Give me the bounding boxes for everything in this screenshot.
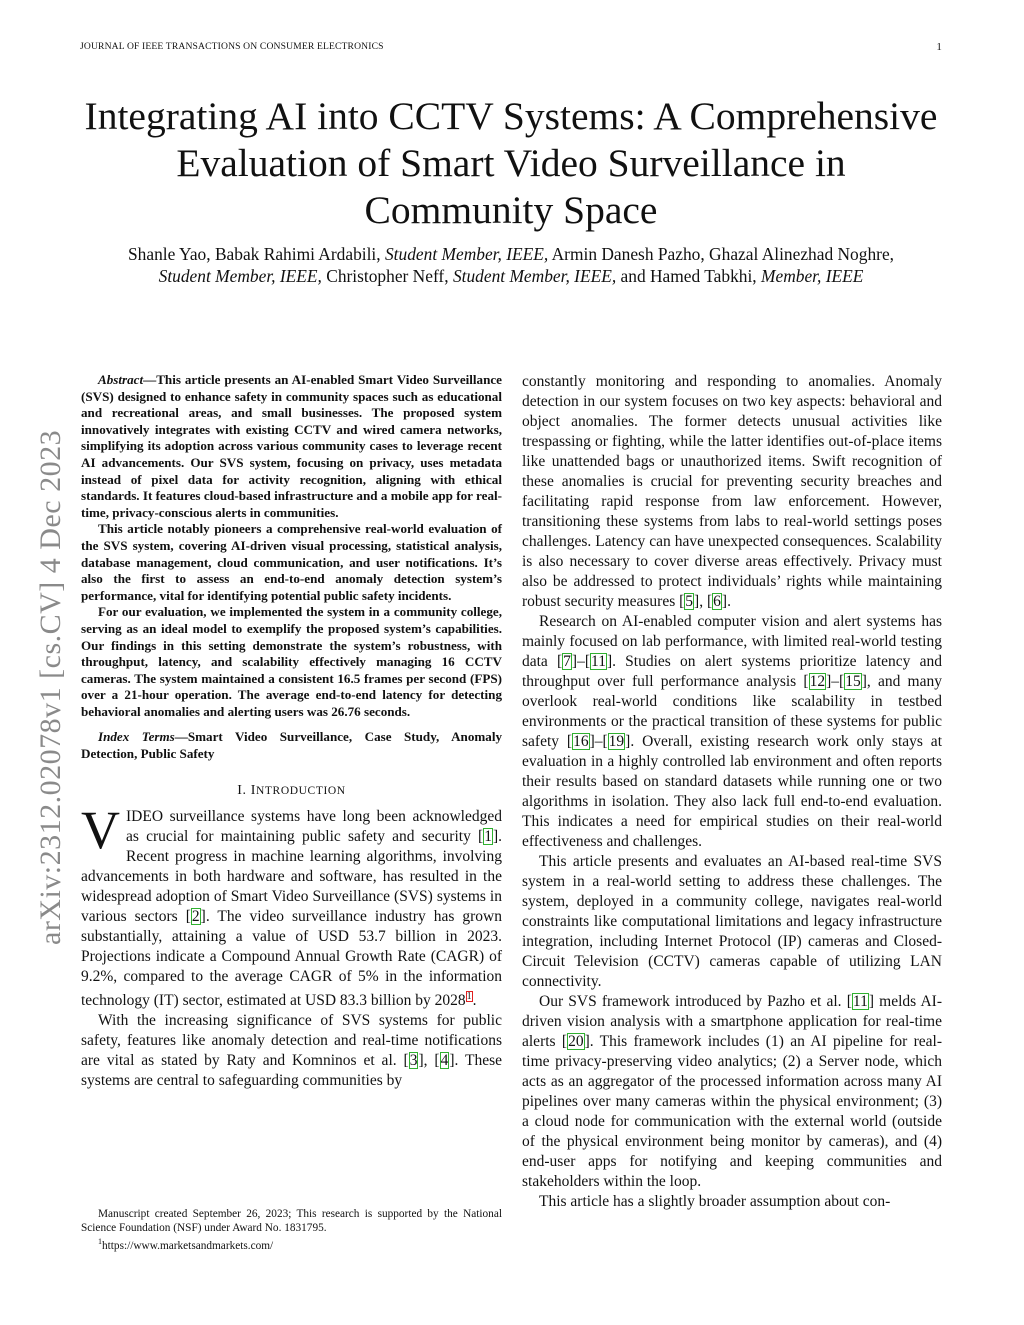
section-heading: I. INTRODUCTION xyxy=(237,782,346,798)
body-paragraph: VIDEO surveillance systems have long been acknowledged as crucial for maintaining public safety and security [1]. Recent progress in machine learning algorithms, involving advancements in both hardware and software, has resulted in the widespread adoption of Smart Video Surveillance (SVS) systems in various sectors [2]. The video surveillance industry has grown substantially, attaining a value of USD 53.7 billion in 2023. Projections indicate a Compound Annual Growth Rate (CAGR) of 9.2%, compared to the average CAGR of 5% in the information technology (IT) sector, estimated at USD 83.3 billion by 2028$^1$. xyxy=(81,799,503,1009)
author-names: and Hamed Tabkhi, xyxy=(620,266,757,286)
citation-link[interactable]: 1 xyxy=(484,827,492,845)
citation-link[interactable]: 12 xyxy=(809,673,826,690)
abstract-paragraph: This article notably pioneers a comprehensive real-world evaluation of the SVS system, covering AI-driven visual processing, statistical analysis, database management, cloud communication, and user notifications. It’s also the first to assess an end-to-end anomaly detection system’s performance, vital for identifying potential public safety incidents. xyxy=(81,521,502,603)
footnote-link[interactable]: 1 xyxy=(466,990,472,1002)
citation-link[interactable]: 3 xyxy=(409,1051,418,1069)
index-terms-text: —Smart Video Surveillance, Case Study, Anomaly Detection, Public Safety xyxy=(81,729,503,762)
citation-link[interactable]: 11 xyxy=(852,993,868,1010)
citation-link[interactable]: 19 xyxy=(608,733,625,750)
intro-text-right xyxy=(522,372,942,1212)
continued-text: constantly monitoring and responding to anomalies. Anomaly detection in our system focuses on two key aspects: behavioral and object anomalies. The former detects unusual activities like trespassing or fighting, while the latter identifies out-of-place items like unattended bags or unauthorized items. Swift recognition of these anomalies is crucial for preventing security breaches and facilitating rapid response from law enforcement. However, transitioning these systems from labs to real-world settings poses challenges. Latency can have unexpected consequences. Scalability is also necessary to cover diverse areas effectively. Privacy must also be addressed to protect individuals’ rights while maintaining robust security measures xyxy=(522,373,942,610)
citation-link[interactable]: 20 xyxy=(568,1033,584,1050)
body-paragraph: With the increasing significance of SVS systems for public safety, features like anomaly detection and real-time notifications are vital as stated by Raty and Komninos et al. [3], [4]. These systems are central to safeguarding communities by xyxy=(81,1011,503,1089)
manuscript-note: Manuscript created September 26, 2023; This research is supported by the National Science Foundation (NSF) under Award No. 1831795. xyxy=(81,1208,502,1234)
author-role: Member, IEEE xyxy=(761,266,864,286)
drop-cap: V xyxy=(81,799,120,860)
arxiv-stamp: arXiv:2312.02078v1 [cs.CV] 4 Dec 2023 xyxy=(34,429,67,945)
right-column xyxy=(522,372,942,1212)
body-paragraph: This article presents and evaluates an AI-based real-time SVS system in a real-world setting to address these challenges. The system, deployed in a community college, navigates real-world constraints like computational limitations and legacy infrastructure integration, including Internet Protocol (IP) cameras and Closed-Circuit Television (CCTV) cameras capable of utilizing LAN connectivity. xyxy=(522,853,942,990)
body-paragraph: Our SVS framework introduced by Pazho et al. [11] melds AI-driven vision analysis with a smartphone application for real-time alerts [20]. This framework includes (1) an AI pipeline for real-time privacy-preserving video analytics; (2) a Server node, which acts as an aggregator of the processed information across many AI pipelines over many cameras within the physical environment; (3) a cloud node for communication with the external world (outside of the physical environment being monitor by cameras), and (4) end-user apps for notifying and keeping communities and stakeholders within the loop. xyxy=(522,993,943,1190)
paper-title: Integrating AI into CCTV Systems: A Comprehensive Evaluation of Smart Video Surveillance in Community Space xyxy=(84,94,938,232)
journal-name: JOURNAL OF IEEE TRANSACTIONS ON CONSUMER ELECTRONICS xyxy=(80,41,384,52)
left-column xyxy=(81,372,502,1091)
author-role: Student Member, IEEE, xyxy=(158,266,322,286)
author-names: Christopher Neff, xyxy=(326,266,449,286)
abstract-paragraph: For our evaluation, we implemented the system in a community college, serving as an ideal model to exemplify the proposed system’s capabilities. Our findings in this setting demonstrate the system’s robustness, with throughput, latency, and scalability effectively managing 16 CCTV cameras. The system maintained a consistent 16.5 frames per second (FPS) over a 21-hour operation. The average end-to-end latency for detecting behavioral anomalies and alerting users was 26.76 seconds. xyxy=(81,604,502,719)
running-header xyxy=(80,41,942,55)
intro-text-left xyxy=(81,799,503,1091)
footnote-url: https://www.marketsandmarkets.com/ xyxy=(102,1239,274,1252)
citation-link[interactable]: 16 xyxy=(573,733,589,750)
footnotes xyxy=(81,1207,502,1253)
author-names: Armin Danesh Pazho, Ghazal Alinezhad Noghre, xyxy=(551,244,895,264)
footnote-mark: 1 xyxy=(98,1237,102,1246)
citation-link[interactable]: 2 xyxy=(191,907,200,925)
index-terms-label: Index Terms xyxy=(98,729,175,745)
small-caps-lead: IDEO xyxy=(126,807,164,825)
page-number: 1 xyxy=(936,41,942,53)
author-list xyxy=(110,243,912,287)
abstract-label: Abstract xyxy=(98,372,144,387)
index-terms xyxy=(81,729,502,762)
continued-text: . These systems are central to safeguarding communities by xyxy=(81,1051,503,1089)
author-role: Student Member, IEEE, xyxy=(452,266,617,286)
body-paragraph: constantly monitoring and responding to anomalies. Anomaly detection in our system focuses on two key aspects: behavioral and object anomalies. The former detects unusual activities like trespassing or fighting, while the latter identifies out-of-place items like unattended bags or unauthorized items. Swift recognition of these anomalies is crucial for preventing security breaches and facilitating rapid response from law enforcement. However, transitioning these systems from labs to real-world settings poses challenges. Latency can have unexpected consequences. Scalability is also necessary to cover diverse areas effectively. Privacy must also be addressed to protect individuals’ rights while maintaining robust security measures [5], [6]. xyxy=(522,373,942,610)
citation-link[interactable]: 7 xyxy=(563,653,571,670)
citation-link[interactable]: 15 xyxy=(845,673,861,690)
author-names: Shanle Yao, Babak Rahimi Ardabili, xyxy=(127,244,381,264)
abstract xyxy=(81,372,502,720)
citation-link[interactable]: 5 xyxy=(685,593,694,610)
citation-link[interactable]: 6 xyxy=(713,593,721,610)
author-role: Student Member, IEEE, xyxy=(384,244,549,264)
citation-link[interactable]: 11 xyxy=(591,653,606,670)
body-paragraph: Research on AI-enabled computer vision and alert systems has mainly focused on lab performance, with limited real-world testing data [7]–[11]. Studies on alert systems prioritize latency and throughput over full performance analysis [12]–[15], and many overlook real-world conditions like scalability in testbed environments or the practical transition of these systems for public safety [16]–[19]. Overall, existing research work only stays at evaluation in a highly controlled lab environment and often reports their results based on standard datasets while running one or two algorithms in isolation. They also lack full end-to-end evaluation. This indicates a need for empirical studies on their real-world effectiveness and challenges. xyxy=(522,613,942,850)
citation-link[interactable]: 4 xyxy=(440,1051,449,1069)
abstract-paragraph: —This article presents an AI-enabled Smart Video Surveillance (SVS) designed to enhance safety in community spaces such as educational and recreational areas, and small businesses. The proposed system innovatively integrates with existing CCTV and wired camera networks, simplifying its adoption across various community cases to leverage recent AI advancements. Our SVS system, focusing on privacy, uses metadata instead of pixel data for activity recognition, aligning with ethical standards. It features cloud-based infrastructure and a mobile app for real-time, privacy-conscious alerts in communities. xyxy=(81,372,502,520)
body-paragraph: This article has a slightly broader assumption about con- xyxy=(539,1193,891,1210)
